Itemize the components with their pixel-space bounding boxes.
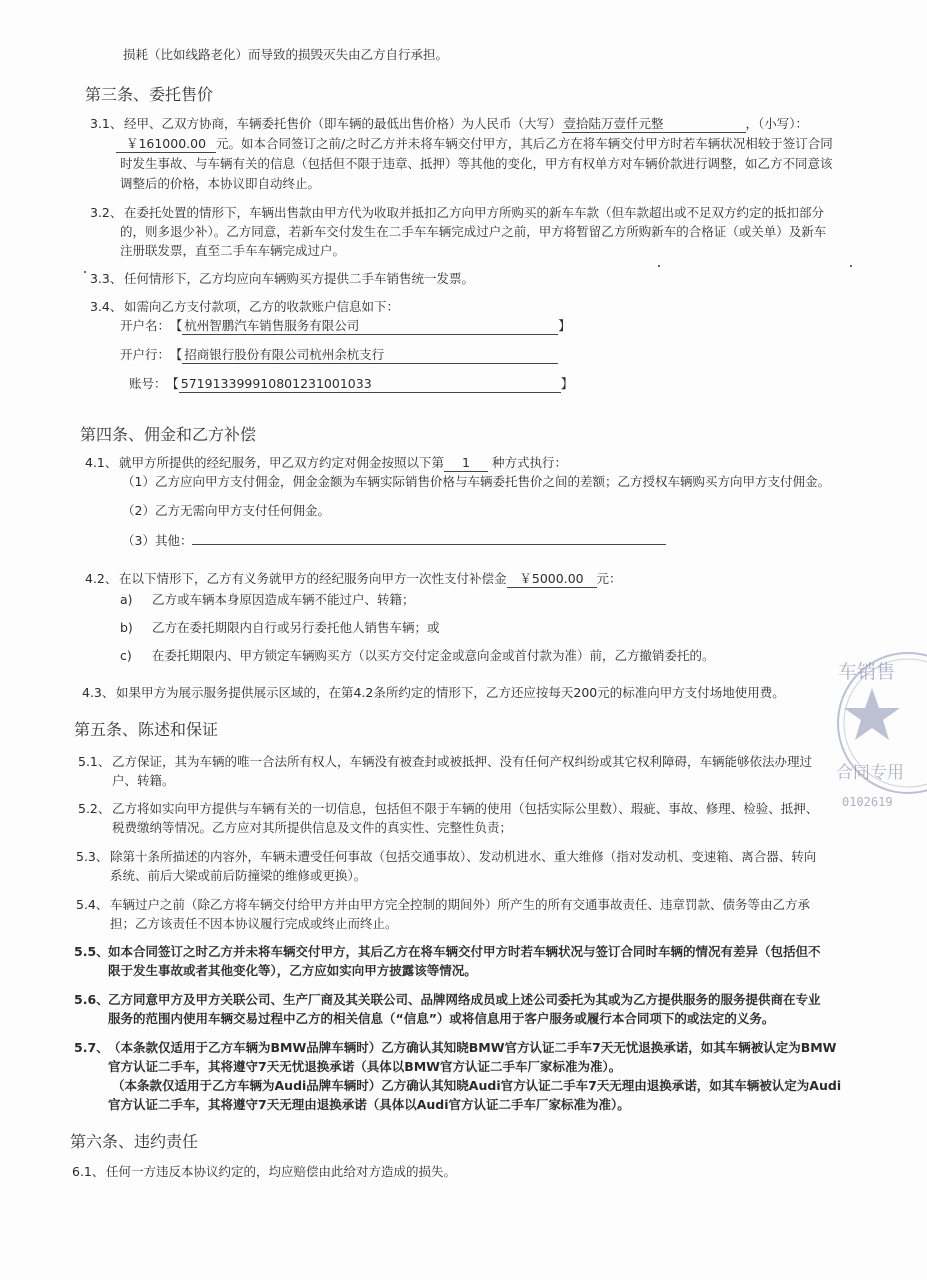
clause-text: 乙方保证，其为车辆的唯一合法所有权人，车辆没有被查封或被抵押、没有任何产权纠纷或其它权利障碍，车辆能够依法办理过: [112, 754, 813, 769]
clause-text: 在以下情形下，乙方有义务就甲方的经纪服务向甲方一次性支付补偿金: [119, 571, 507, 586]
scan-speck: [850, 265, 852, 267]
clause-3-1: [90, 114, 808, 134]
clause-text: 元。如本合同签订之前/之时乙方并未将车辆交付甲方，其后乙方在将车辆交付甲方时若车辆状况相较于签订合同: [216, 136, 833, 151]
clause-5-7-line4: 官方认证二手车，其将遵守7天无理由退换承诺（具体以Audi官方认证二手车厂家标准为准）。: [108, 1097, 630, 1112]
clause-5-1-line2: 户、转籍。: [112, 773, 175, 788]
company-seal: [828, 628, 927, 838]
clause-3-4: [90, 297, 399, 317]
clause-5-7-line3: （本条款仅适用于乙方车辆为Audi品牌车辆时）乙方确认其知晓Audi官方认证二手车7天无理由退换承诺，如其车辆被认定为Audi: [112, 1078, 842, 1093]
account-name-label: 开户名：: [120, 318, 171, 333]
seal-inner-ring: [844, 659, 927, 787]
clause-text: 元：: [596, 571, 622, 586]
clause-5-5-line2: 限于发生事故或者其他变化等），乙方应如实向甲方披露该等情况。: [108, 963, 477, 978]
seal-arc-text: 车销售: [838, 661, 896, 683]
clause-text: 任何情形下，乙方均应向车辆购买方提供二手车销售统一发票。: [124, 271, 475, 286]
clause-5-2-line2: 税费缴纳等情况。乙方应对其所提供信息及文件的真实性、完整性负责；: [112, 820, 513, 835]
clause-number: 5.2、: [78, 801, 111, 816]
bank-row: 开户行： 【 招商银行股份有限公司杭州余杭支行: [120, 345, 558, 365]
star-icon: [844, 688, 900, 740]
clause-text: 如果甲方为展示服务提供展示区域的，在第4.2条所约定的情形下，乙方还应按每天200元的标准向甲方支付场地使用费。: [116, 685, 785, 700]
condition-label: a): [120, 592, 133, 607]
clause-text: 乙方将如实向甲方提供与车辆有关的一切信息，包括但不限于车辆的使用（包括实际公里数）、瑕疵、事故、修理、检验、抵押、: [112, 801, 819, 816]
clause-text: 经甲、乙双方协商，车辆委托售价（即车辆的最低出售价格）为人民币（大写）: [124, 116, 562, 131]
option-1: （1）乙方应向甲方支付佣金，佣金金额为车辆实际销售价格与车辆委托售价之间的差额；乙方授权车辆购买方向甲方支付佣金。: [122, 474, 830, 489]
scan-speck: [658, 265, 660, 267]
clause-text: 在委托处置的情形下，车辆出售款由甲方代为收取并抵扣乙方向甲方所购买的新车车款（但车款超出或不足双方约定的抵扣部分: [124, 205, 825, 220]
clause-text: 乙方同意甲方及甲方关联公司、生产厂商及其关联公司、品牌网络成员或上述公司委托为其或为乙方提供服务的服务提供商在专业: [108, 992, 821, 1007]
condition-label: c): [120, 648, 132, 663]
option-2: （2）乙方无需向甲方支付任何佣金。: [122, 503, 330, 518]
clause-number: 5.7、: [74, 1040, 109, 1055]
seal-ring: [838, 653, 927, 793]
clause-text: 就甲方所提供的经纪服务，甲乙双方约定对佣金按照以下第: [119, 455, 445, 470]
scan-speck: [84, 271, 86, 273]
clause-number: 5.1、: [78, 754, 111, 769]
clause-5-3-line2: 系统、前后大梁或前后防撞梁的维修或更换）。: [110, 868, 367, 883]
clause-text: 除第十条所描述的内容外，车辆未遭受任何事故（包括交通事故）、发动机进水、重大维修（指对发动机、变速箱、离合器、转向: [110, 849, 817, 864]
price-upper-field: 壹拾陆万壹仟元整: [562, 116, 746, 133]
option-3: [122, 531, 666, 551]
clause-5-6-line2: 服务的范围内使用车辆交易过程中乙方的相关信息（“信息”）或将信息用于客户服务或履行本合同项下的或法定的义务。: [108, 1011, 775, 1026]
article-5-heading: 第五条、陈述和保证: [74, 720, 219, 739]
clause-number: 4.3、: [82, 685, 115, 700]
article-4-heading: 第四条、佣金和乙方补偿: [80, 425, 257, 444]
clause-number: 6.1、: [72, 1164, 105, 1179]
clause-3-3: [90, 269, 474, 289]
account-name-value: 杭州智鹏汽车销售服务有限公司: [182, 318, 558, 335]
clause-number: 5.5、: [74, 944, 109, 959]
account-number-value: 571913399910801231001033: [179, 376, 561, 393]
clause-3-1-line4: 调整后的价格，本协议即自动终止。: [120, 176, 321, 191]
condition-b: [120, 618, 440, 638]
clause-number: 4.2、: [85, 571, 118, 586]
clause-3-2-line2: 的，则多退少补）。乙方同意，若新车交付发生在二手车车辆完成过户之前，甲方将暂留乙方所购新车的合格证（或关单）及新车: [120, 224, 827, 239]
clause-text: 车辆过户之前（除乙方将车辆交付给甲方并由甲方完全控制的期间外）所产生的所有交通事故责任、违章罚款、债务等由乙方承: [110, 897, 811, 912]
clause-text: 任何一方违反本协议约定的，均应赔偿由此给对方造成的损失。: [106, 1164, 457, 1179]
clause-number: 3.1、: [90, 116, 123, 131]
clause-5-7: [74, 1038, 836, 1058]
condition-text: 乙方或车辆本身原因造成车辆不能过户、转籍；: [152, 592, 415, 607]
clause-number: 5.3、: [76, 849, 109, 864]
continued-text: 损耗（比如线路老化）而导致的损毁灭失由乙方自行承担。: [123, 47, 449, 62]
condition-text: 乙方在委托期限内自行或另行委托他人销售车辆；或: [152, 620, 440, 635]
option-3-label: （3）其他：: [122, 533, 193, 548]
condition-label: b): [120, 620, 133, 635]
seal-lower-text: 合同专用: [836, 763, 904, 783]
clause-5-6: [74, 990, 821, 1010]
seal-serial: 0102619: [842, 795, 893, 809]
clause-6-1: [72, 1162, 456, 1182]
clause-number: 3.3、: [90, 271, 123, 286]
compensation-amount-field: ￥5000.00: [507, 571, 597, 588]
clause-3-2: [90, 203, 824, 223]
clause-5-2: [78, 799, 818, 819]
clause-number: 4.1、: [85, 455, 118, 470]
article-3-heading: 第三条、委托售价: [85, 85, 214, 104]
account-number-row: 账号： 【 571913399910801231001033 】: [129, 376, 574, 391]
clause-number: 3.2、: [90, 205, 123, 220]
condition-a: [120, 590, 415, 610]
account-number-label: 账号：: [129, 376, 167, 391]
condition-c: [120, 646, 715, 666]
clause-4-1: [85, 453, 567, 473]
clause-4-2: [85, 569, 622, 589]
commission-mode-field: 1: [444, 455, 488, 472]
bank-value: 招商银行股份有限公司杭州余杭支行: [182, 347, 558, 364]
clause-text: （本条款仅适用于乙方车辆为BMW品牌车辆时）乙方确认其知晓BMW官方认证二手车7天无忧退换承诺，如其车辆被认定为BMW: [108, 1040, 837, 1055]
article-6-heading: 第六条、违约责任: [70, 1132, 199, 1151]
clause-5-3: [76, 847, 816, 867]
bank-label: 开户行：: [120, 347, 171, 362]
clause-number: 5.6、: [74, 992, 109, 1007]
clause-3-2-line3: 注册联发票，直至二手车车辆完成过户。: [120, 243, 346, 258]
clause-number: 5.4、: [76, 897, 109, 912]
clause-5-1: [78, 752, 812, 772]
clause-4-3: [82, 683, 785, 703]
clause-text: 如本合同签订之时乙方并未将车辆交付甲方，其后乙方在将车辆交付甲方时若车辆状况与签订合同时车辆的情况有差异（包括但不: [108, 944, 821, 959]
clause-5-5: [74, 942, 821, 962]
clause-5-4: [76, 895, 810, 915]
option-3-blank: [192, 544, 666, 545]
clause-text: 种方式执行：: [492, 455, 568, 470]
clause-5-7-line2: 官方认证二手车，其将遵守7天无忧退换承诺（具体以BMW官方认证二手车厂家标准为准）。: [108, 1059, 622, 1074]
price-lower-field: ￥161000.00: [116, 136, 216, 153]
clause-3-1-line3: 时发生事故、与车辆有关的信息（包括但不限于违章、抵押）等其他的变化，甲方有权单方对车辆价款进行调整，如乙方不同意该: [120, 156, 833, 171]
account-name-row: 开户名： 【 杭州智鹏汽车销售服务有限公司 】: [120, 318, 571, 333]
clause-5-4-line2: 担；乙方该责任不因本协议履行完成或终止而终止。: [110, 916, 398, 931]
clause-3-1-line2: [116, 134, 833, 154]
clause-text: ，（小写）：: [745, 116, 809, 131]
condition-text: 在委托期限内、甲方锁定车辆购买方（以买方交付定金或意向金或首付款为准）前，乙方撤销委托的。: [152, 648, 715, 663]
clause-text: 如需向乙方支付款项，乙方的收款账户信息如下：: [124, 299, 400, 314]
clause-number: 3.4、: [90, 299, 123, 314]
